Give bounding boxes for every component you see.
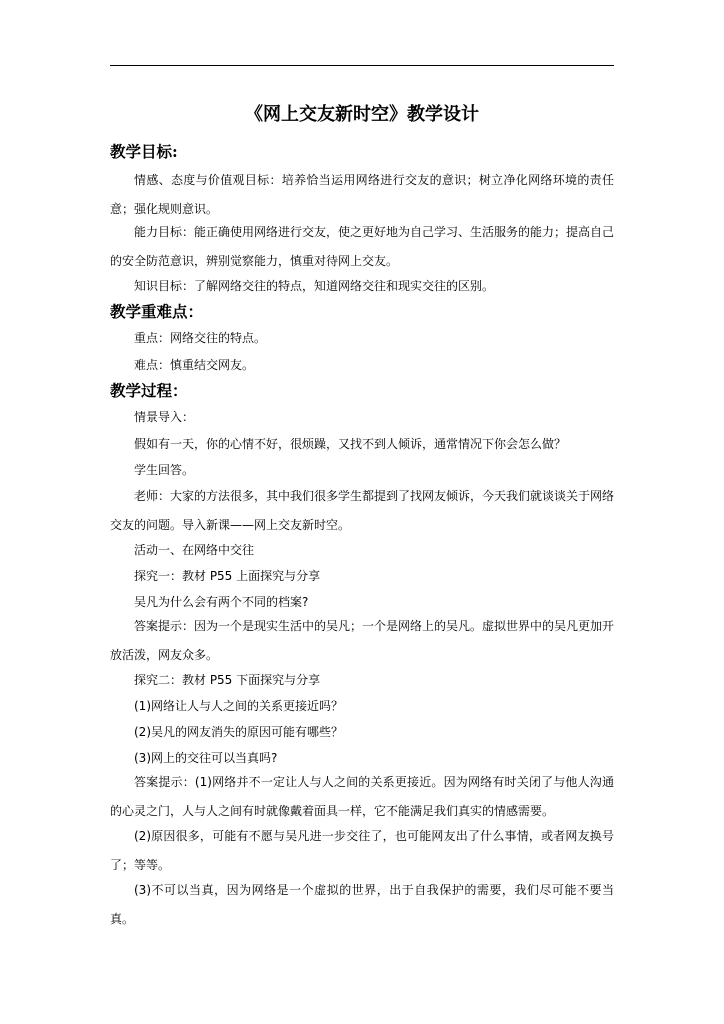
paragraph: 学生回答。 (134, 463, 195, 477)
paragraph: 探究一：教材 P55 上面探究与分享 (134, 569, 321, 583)
section-heading-key-points: 教学重难点： (110, 302, 204, 321)
section-heading-goals: 教学目标: (110, 142, 178, 161)
paragraph: 探究二：教材 P55 下面探究与分享 (134, 673, 321, 687)
paragraph: (3)不可以当真，因为网络是一个虚拟的世界，出于自我保护的需要，我们尽可能不要当真。 (110, 883, 614, 926)
paragraph: (3)网上的交往可以当真吗? (134, 751, 278, 765)
paragraph: (2)原因很多，可能有不愿与吴凡进一步交往了，也可能网友出了什么事情，或者网友换号了；等等。 (110, 829, 614, 872)
paragraph: 难点：慎重结交网友。 (134, 358, 255, 372)
paragraph: 知识目标：了解网络交往的特点，知道网络交往和现实交往的区别。 (134, 279, 495, 293)
paragraph: 重点：网络交往的特点。 (134, 331, 267, 345)
paragraph: 答案提示：(1)网络并不一定让人与人之间的关系更接近。因为网络有时关闭了与他人沟通的心灵之门，人与人之间有时就像戴着面具一样，它不能满足我们真实的情感需要。 (110, 775, 614, 818)
paragraph: 假如有一天，你的心情不好，很烦躁，又找不到人倾诉，通常情况下你会怎么做？ (134, 437, 567, 451)
paragraph: 能力目标：能正确使用网络进行交友，使之更好地为自己学习、生活服务的能力；提高自己的安全防范意识，辨别觉察能力，慎重对待网上交友。 (110, 225, 615, 268)
paragraph: (1)网络让人与人之间的关系更接近吗？ (134, 699, 343, 713)
paragraph: 活动一、在网络中交往 (134, 543, 255, 557)
paragraph: 吴凡为什么会有两个不同的档案? (134, 595, 309, 609)
header-rule (110, 65, 614, 66)
paragraph: 老师：大家的方法很多，其中我们很多学生都提到了找网友倾诉，今天我们就谈谈关于网络交友的问题。导入新课——网上交友新时空。 (110, 489, 615, 532)
paragraph: 答案提示：因为一个是现实生活中的吴凡；一个是网络上的吴凡。虚拟世界中的吴凡更加开放活泼，网友众多。 (110, 619, 615, 662)
paragraph: 情景导入： (134, 410, 195, 424)
document-title: 《网上交友新时空》教学设计 (245, 104, 479, 125)
paragraph: 情感、态度与价值观目标：培养恰当运用网络进行交友的意识；树立净化网络环境的责任意；强化规则意识。 (110, 173, 614, 216)
paragraph: (2)吴凡的网友消失的原因可能有哪些？ (134, 725, 343, 739)
section-heading-process: 教学过程： (110, 381, 188, 400)
